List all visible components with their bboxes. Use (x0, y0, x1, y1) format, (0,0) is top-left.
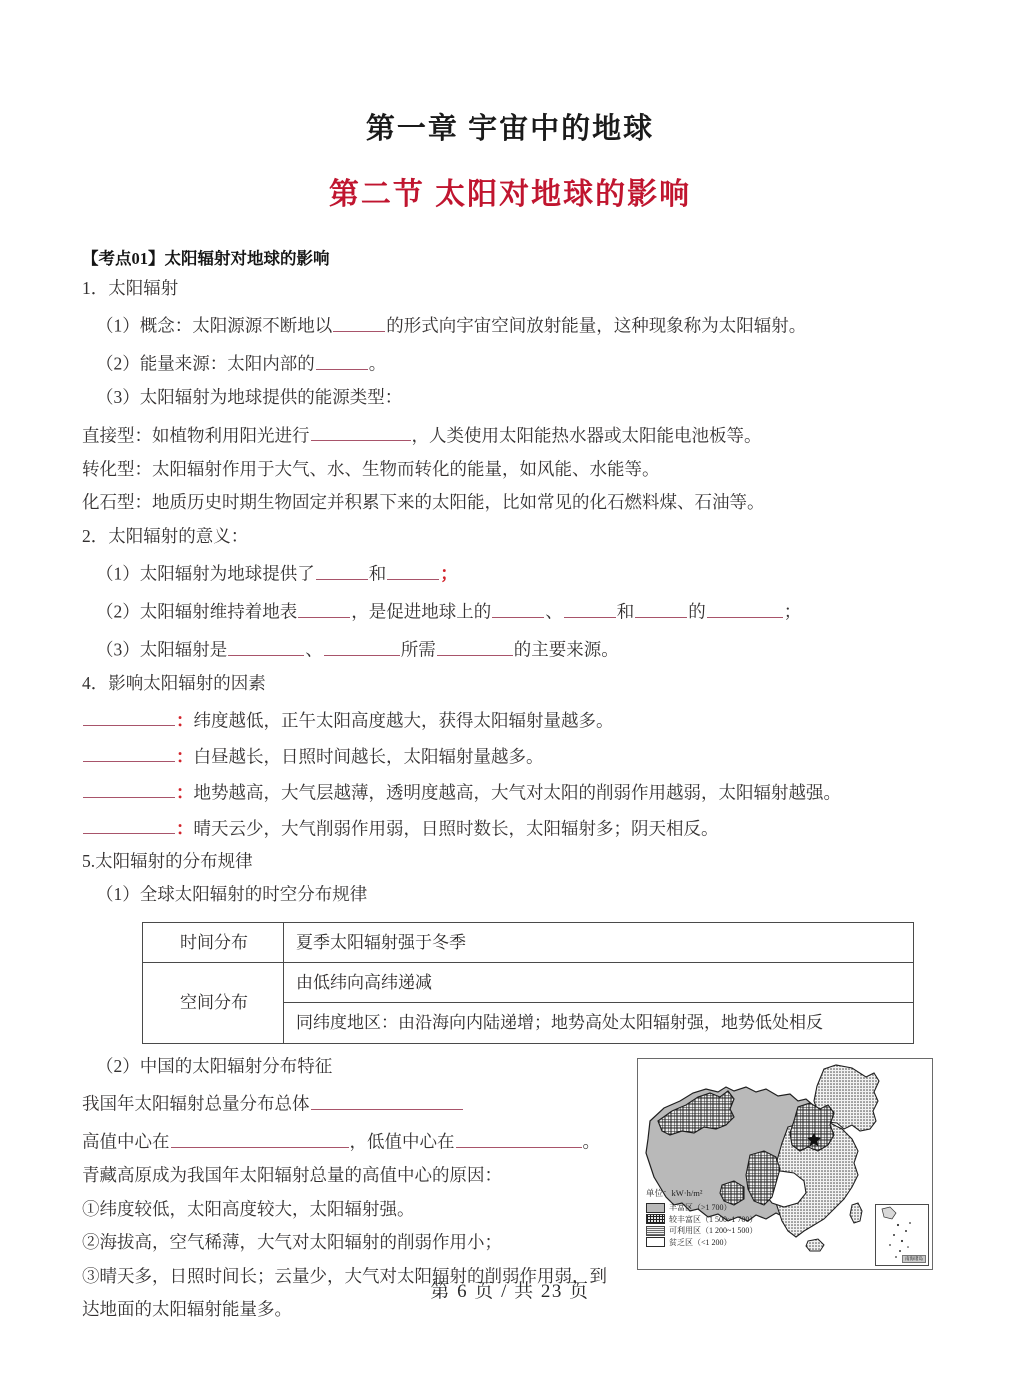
fill-blank[interactable] (456, 1129, 582, 1148)
legend-label-poor: 贫乏区（<1 200） (669, 1237, 732, 1247)
fill-blank[interactable] (298, 599, 350, 618)
block2-item2-c: 、 (545, 601, 563, 622)
chapter-title: 第一章 宇宙中的地球 (365, 113, 655, 145)
factor-colon: ： (176, 746, 194, 767)
block2-item2-b: ，是促进地球上的 (351, 601, 492, 622)
fill-blank[interactable] (83, 744, 175, 763)
block1-item1-post: 的形式向宇宙空间放射能量，这种现象称为太阳辐射。 (386, 315, 807, 336)
section-title: 第二节 太阳对地球的影响 (328, 178, 692, 211)
page-footer: 第 6 页 / 共 23 页 (430, 1281, 590, 1302)
block5-sub2: （2）中国的太阳辐射分布特征 (96, 1055, 333, 1076)
block2-item3-c: 所需 (400, 639, 436, 660)
map-unit-label: 单位：kW·h/m² (646, 1188, 703, 1198)
fill-blank[interactable] (83, 816, 175, 835)
factor-colon: ： (176, 818, 194, 839)
fill-blank[interactable] (316, 561, 368, 580)
fill-blank[interactable] (83, 780, 175, 799)
factor-text: 地势越高，大气层越薄，透明度越高，大气对太阳的削弱作用越弱，太阳辐射越强。 (193, 782, 841, 803)
block2-item3-d: 的主要来源。 (513, 639, 619, 660)
fill-blank[interactable] (171, 1129, 349, 1148)
reason-heading: 青藏高原成为我国年太阳辐射总量的高值中心的原因： (82, 1165, 502, 1185)
block4-factor-altitude (82, 773, 940, 809)
fill-blank[interactable] (311, 1091, 463, 1110)
block4-factor-latitude (82, 701, 940, 737)
type-direct-post: ，人类使用太阳能热水器或太阳能电池板等。 (411, 425, 762, 446)
factor-text: 晴天云少，大气削弱作用弱，日照时数长，太阳辐射多；阴天相反。 (193, 818, 719, 839)
china-line2-b: ，低值中心在 (349, 1131, 455, 1152)
china-line2-c: 。 (582, 1131, 600, 1152)
table-cell-space-value-1: 由低纬向高纬递减 (284, 963, 914, 1003)
block1-item2-pre: （2）能量来源：太阳内部的 (96, 353, 315, 374)
legend-item-poor (646, 1237, 757, 1249)
fill-blank[interactable] (316, 351, 368, 370)
legend-swatch-rich-icon (646, 1203, 665, 1213)
distribution-table (142, 922, 914, 1044)
block1-item2 (82, 343, 940, 381)
reason-3-continued: 达地面的太阳辐射能量多。 (82, 1299, 292, 1319)
block4-heading: 4．影响太阳辐射的因素 (82, 673, 266, 694)
table-row-label-time: 时间分布 (143, 922, 284, 962)
block2-item2-e: 的 (688, 601, 706, 622)
legend-item-rich (646, 1202, 757, 1214)
map-legend (646, 1202, 757, 1248)
block2-item3 (82, 629, 940, 667)
block2-item1-semicolon: ； (440, 563, 458, 584)
legend-swatch-poor-icon (646, 1237, 665, 1247)
south-china-sea-inset (875, 1204, 929, 1266)
table-cell-time-value: 夏季太阳辐射强于冬季 (284, 922, 914, 962)
table-cell-space-value-2: 同纬度地区：由沿海向内陆递增；地势高处太阳辐射强，地势低处相反 (284, 1003, 914, 1043)
table-row (143, 922, 914, 962)
block2-item2-f: ； (783, 601, 802, 622)
type-direct-pre: 直接型：如植物利用阳光进行 (82, 425, 310, 446)
legend-swatch-usable-icon (646, 1226, 665, 1236)
table-row-label-space: 空间分布 (143, 963, 284, 1044)
reason-2: ②海拔高，空气稀薄，大气对太阳辐射的削弱作用小； (82, 1232, 502, 1252)
inset-label: 南海诸岛 (902, 1255, 926, 1263)
fill-blank[interactable] (564, 599, 616, 618)
reason-1: ①纬度较低，太阳高度较大，太阳辐射强。 (82, 1198, 415, 1219)
factor-text: 白昼越长，日照时间越长，太阳辐射量越多。 (193, 746, 544, 767)
block2-item1 (82, 553, 940, 591)
china-solar-radiation-map (637, 1058, 933, 1270)
block2-item2 (82, 591, 940, 629)
legend-item-usable (646, 1225, 757, 1237)
fill-blank[interactable] (387, 561, 439, 580)
block1-item2-post: 。 (368, 353, 387, 374)
map-region-hainan (806, 1239, 824, 1251)
block1-item1-pre: （1）概念：太阳源源不断地以 (96, 315, 333, 336)
factor-colon: ： (176, 782, 194, 803)
fill-blank[interactable] (324, 637, 400, 656)
block5-sub1: （1）全球太阳辐射的时空分布规律 (96, 884, 368, 905)
block4-factor-weather (82, 809, 940, 845)
factor-colon: ： (176, 710, 194, 731)
legend-label-rich: 丰富区（>1 700） (669, 1203, 732, 1212)
block2-item3-a: （3）太阳辐射是 (96, 639, 228, 660)
block2-heading: 2．太阳辐射的意义： (82, 525, 249, 546)
legend-label-usable: 可利用区（1 200~1 500） (669, 1226, 758, 1235)
map-region-taiwan (850, 1203, 862, 1223)
legend-label-subrich: 较丰富区（1 500~1 700） (669, 1214, 758, 1224)
fill-blank[interactable] (437, 637, 513, 656)
fill-blank[interactable] (83, 708, 175, 727)
block2-item1-b: 和 (368, 563, 387, 584)
block1-item3: （3）太阳辐射为地球提供的能源类型： (96, 387, 403, 408)
block2-item1-a: （1）太阳辐射为地球提供了 (96, 563, 315, 584)
block1-heading: 1．太阳辐射 (82, 277, 179, 298)
reason-3: ③晴天多，日照时间长；云量少，大气对太阳辐射的削弱作用弱，到 (82, 1265, 607, 1286)
block1-type-fossil: 化石型：地质历史时期生物固定并积累下来的太阳能，比如常见的化石燃料煤、石油等。 (82, 492, 765, 513)
fill-blank[interactable] (311, 423, 411, 442)
block1-type-direct (82, 415, 940, 453)
block2-item3-b: 、 (305, 639, 323, 660)
china-line1-text: 我国年太阳辐射总量分布总体 (82, 1093, 310, 1114)
china-line2-a: 高值中心在 (82, 1131, 170, 1152)
block4-factor-daylength (82, 737, 940, 773)
fill-blank[interactable] (333, 313, 385, 332)
block2-item2-d: 和 (616, 601, 635, 622)
legend-swatch-subrich-icon (646, 1214, 665, 1224)
block1-type-convert: 转化型：太阳辐射作用于大气、水、生物而转化的能量，如风能、水能等。 (82, 458, 660, 479)
block2-item2-a: （2）太阳辐射维持着地表 (96, 601, 298, 622)
fill-blank[interactable] (228, 637, 304, 656)
fill-blank[interactable] (635, 599, 687, 618)
fill-blank[interactable] (707, 599, 783, 618)
table-row (143, 963, 914, 1003)
fill-blank[interactable] (492, 599, 544, 618)
block1-item1 (82, 305, 940, 343)
kaodian-heading: 【考点01】太阳辐射对地球的影响 (82, 249, 330, 268)
block5-heading: 5.太阳辐射的分布规律 (82, 850, 253, 871)
legend-item-subrich (646, 1214, 757, 1226)
factor-text: 纬度越低，正午太阳高度越大，获得太阳辐射量越多。 (193, 710, 614, 731)
